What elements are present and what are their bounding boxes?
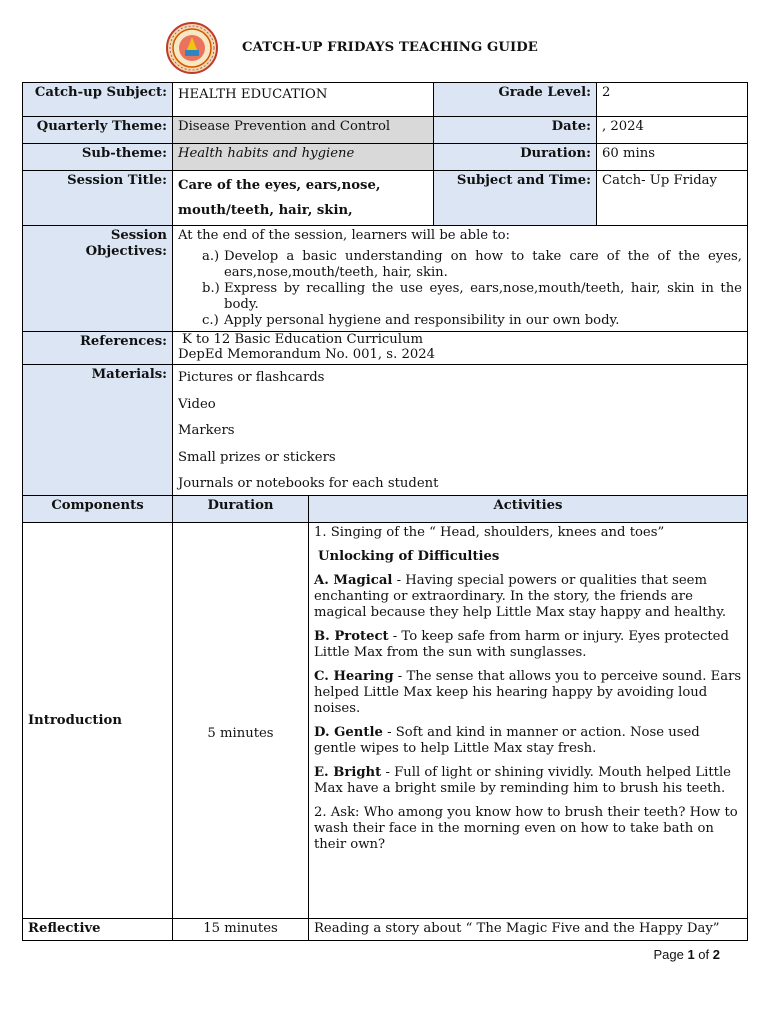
materials-label: Materials: — [23, 365, 173, 501]
reflective-duration: 15 minutes — [173, 919, 309, 941]
references-cell — [173, 332, 748, 365]
term-item: D. Gentle - Soft and kind in manner or action. Nose used gentle wipes to help Little Max stay fresh. — [314, 725, 700, 756]
material-item: Video — [178, 396, 216, 412]
subject-time-label: Subject and Time: — [434, 171, 597, 226]
session-title-value: Care of the eyes, ears,nose, mouth/teeth, hair, skin, — [173, 171, 434, 226]
objectives-intro: At the end of the session, learners will be able to: — [178, 228, 510, 243]
reference-item: K to 12 Basic Education Curriculum — [182, 332, 424, 347]
reflective-component: Reflective — [23, 919, 173, 941]
session-title-label: Session Title: — [23, 171, 173, 226]
material-item: Small prizes or stickers — [178, 449, 336, 465]
material-item: Journals or notebooks for each student — [178, 476, 439, 491]
unlocking-heading: Unlocking of Difficulties — [318, 549, 500, 564]
date-value: , 2024 — [597, 117, 748, 144]
intro-component: Introduction — [23, 523, 173, 919]
objectives-cell — [173, 226, 748, 332]
col-components: Components — [23, 496, 173, 523]
term-item: A. Magical - Having special powers or qualities that seem enchanting or extraordinary. In the story, the friends are magical because they help Little Max stay happy and healthy. — [314, 573, 727, 620]
materials-cell — [173, 365, 748, 501]
document-title: CATCH-UP FRIDAYS TEACHING GUIDE — [242, 40, 538, 55]
lesson-plan-table — [22, 495, 748, 941]
theme-label: Quarterly Theme: — [23, 117, 173, 144]
theme-value: Disease Prevention and Control — [173, 117, 434, 144]
activity-item-2: 2. Ask: Who among you know how to brush their teeth? How to wash their face in the morning even on how to take bath on their own? — [314, 805, 738, 852]
material-item: Markers — [178, 423, 235, 438]
intro-duration: 5 minutes — [173, 523, 309, 919]
objectives-list — [178, 249, 742, 329]
objective-item: b.) Express by recalling the use eyes, ears,nose,mouth/teeth, hair, skin in the body. — [202, 281, 742, 312]
subtheme-value: Health habits and hygiene — [173, 144, 434, 171]
duration-value: 60 mins — [597, 144, 748, 171]
objective-item: c.) Apply personal hygiene and responsibility in our own body. — [202, 313, 620, 328]
session-info-table — [22, 82, 748, 501]
page-number: Page 1 of 2 — [653, 947, 720, 962]
col-activities: Activities — [309, 496, 748, 523]
col-duration: Duration — [173, 496, 309, 523]
reflective-activity: Reading a story about “ The Magic Five and the Happy Day” — [309, 919, 748, 941]
subtheme-label: Sub-theme: — [23, 144, 173, 171]
objective-item: a.) Develop a basic understanding on how to take care of the of the eyes, ears,nose,mouth/teeth, hair, skin. — [202, 249, 742, 280]
page-header — [166, 22, 586, 72]
term-item: C. Hearing - The sense that allows you to perceive sound. Ears helped Little Max keep his hearing happy by avoiding loud noises. — [314, 669, 742, 716]
objectives-label: Session Objectives: — [23, 226, 173, 332]
subject-time-value: Catch- Up Friday — [597, 171, 748, 226]
reference-item: DepEd Memorandum No. 001, s. 2024 — [178, 347, 436, 362]
activity-item-1: 1. Singing of the “ Head, shoulders, knees and toes” — [314, 525, 665, 540]
grade-value: 2 — [597, 83, 748, 117]
duration-label: Duration: — [434, 144, 597, 171]
date-label: Date: — [434, 117, 597, 144]
grade-label: Grade Level: — [434, 83, 597, 117]
deped-seal-icon — [166, 22, 218, 74]
subject-value: HEALTH EDUCATION — [173, 83, 434, 117]
material-item: Pictures or flashcards — [178, 370, 325, 385]
term-item: B. Protect - To keep safe from harm or injury. Eyes protected Little Max from the sun with sunglasses. — [314, 629, 729, 660]
intro-activities — [309, 523, 748, 919]
term-item: E. Bright - Full of light or shining vividly. Mouth helped Little Max have a bright smile by reminding him to brush his teeth. — [314, 765, 731, 796]
subject-label: Catch-up Subject: — [23, 83, 173, 117]
references-label: References: — [23, 332, 173, 365]
